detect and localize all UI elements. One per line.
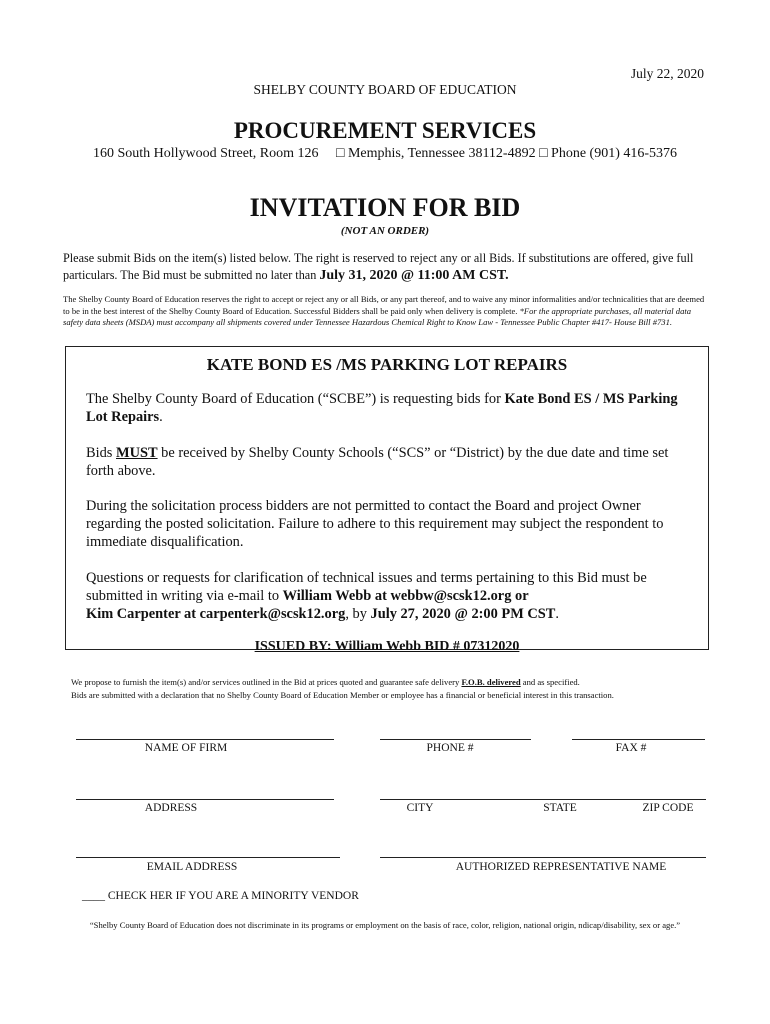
department-title: PROCUREMENT SERVICES bbox=[233, 118, 537, 143]
fax-label: FAX # bbox=[615, 742, 647, 754]
fine-print-text: The Shelby County Board of Education reserves the right to accept or reject any or all Bids, or any part thereof, and to waive any minor informalities and/or technicalities that are deemed to be in the best interest of the Shelby County Board of Education. Successful Bidders shall be paid only when delivery is complete. bbox=[63, 294, 705, 316]
proposal-end: and as specified. bbox=[520, 677, 580, 687]
firm-name-line[interactable] bbox=[76, 739, 334, 740]
representative-label: AUTHORIZED REPRESENTATIVE NAME bbox=[455, 861, 667, 873]
questions-by: , by bbox=[345, 606, 371, 622]
questions-end: . bbox=[555, 606, 559, 622]
questions-deadline: July 27, 2020 @ 2:00 PM CST bbox=[370, 606, 556, 622]
email-label: EMAIL ADDRESS bbox=[146, 861, 238, 873]
intro-text: Please submit Bids on the item(s) listed below. The right is reserved to reject any or all Bids. If substitutions are offered, give full particulars. The Bid must be submitted no later than bbox=[63, 251, 694, 282]
nondiscrimination-statement: “Shelby County Board of Education does not discriminate in its programs or employment on the basis of race, color, religion, national origin, ndicap/disability, sex or age.” bbox=[89, 920, 681, 930]
address-label: ADDRESS bbox=[144, 802, 198, 814]
minority-vendor-checkbox[interactable]: ____ CHECK HER IF YOU ARE A MINORITY VENDOR bbox=[82, 890, 359, 902]
page-subtitle: (NOT AN ORDER) bbox=[340, 225, 430, 237]
declaration-text: Bids are submitted with a declaration that no Shelby County Board of Education Member or employee has a financial or beneficial interest in this transaction. bbox=[71, 689, 614, 700]
questions-text: Questions or requests for clarification of technical issues and terms pertaining to this Bid must be submitted in writing via e-mail to bbox=[86, 570, 647, 604]
department-address: 160 South Hollywood Street, Room 126 □ Memphis, Tennessee 38112-4892 □ Phone (901) 416-5376 bbox=[92, 146, 678, 161]
phone-line[interactable] bbox=[380, 739, 531, 740]
must-emphasis: MUST bbox=[116, 445, 158, 461]
city-state-zip-line[interactable] bbox=[380, 799, 706, 800]
representative-line[interactable] bbox=[380, 857, 706, 858]
page-title: INVITATION FOR BID bbox=[249, 193, 521, 222]
board-name: SHELBY COUNTY BOARD OF EDUCATION bbox=[253, 82, 517, 97]
email-line[interactable] bbox=[76, 857, 340, 858]
bid-details-box bbox=[65, 346, 709, 654]
proposal-statement bbox=[71, 676, 691, 701]
state-label: STATE bbox=[543, 802, 577, 814]
city-label: CITY bbox=[406, 802, 434, 814]
address-line[interactable] bbox=[76, 799, 334, 800]
zip-label: ZIP CODE bbox=[642, 802, 694, 814]
receipt-text-b: be received by Shelby County Schools (“SCS” or “District) by the due date and time set forth above. bbox=[86, 445, 669, 479]
fine-print-italic: *For the appropriate purchases, all material data safety data sheets (MSDA) must accompany all shipments covered under Tennessee Hazardous Chemical Right to Know Law - Tennessee Public Chapter #417- House Bill #731. bbox=[63, 305, 692, 327]
request-text: The Shelby County Board of Education (“SCBE”) is requesting bids for bbox=[86, 391, 505, 407]
contact-restriction-paragraph: During the solicitation process bidders are not permitted to contact the Board and project Owner regarding the posted solicitation. Failure to adhere to this requirement may subject the respondent to immediate disqualification. bbox=[86, 498, 664, 550]
issued-by-text: ISSUED BY: William Webb BID # 07312020 bbox=[254, 639, 520, 654]
questions-paragraph bbox=[86, 569, 686, 623]
fax-line[interactable] bbox=[572, 739, 705, 740]
request-end: . bbox=[159, 409, 163, 425]
project-name: Kate Bond ES / MS Parking Lot Repairs bbox=[86, 391, 678, 425]
phone-label: PHONE # bbox=[426, 742, 474, 754]
document-date: July 22, 2020 bbox=[630, 66, 704, 81]
contact-carpenter: Kim Carpenter at carpenterk@scsk12.org bbox=[86, 606, 346, 622]
proposal-text: We propose to furnish the item(s) and/or services outlined in the Bid at prices quoted and guarantee safe delivery bbox=[71, 677, 462, 687]
bid-deadline: July 31, 2020 @ 11:00 AM CST. bbox=[319, 268, 509, 283]
receipt-text-a: Bids bbox=[86, 445, 116, 461]
project-title: KATE BOND ES /MS PARKING LOT REPAIRS bbox=[206, 355, 568, 374]
request-paragraph bbox=[86, 390, 686, 426]
intro-paragraph bbox=[63, 250, 713, 284]
receipt-paragraph bbox=[86, 444, 686, 480]
fine-print bbox=[63, 294, 713, 329]
firm-name-label: NAME OF FIRM bbox=[144, 742, 228, 754]
fob-delivered: F.O.B. delivered bbox=[461, 677, 521, 687]
contact-webb: William Webb at webbw@scsk12.org or bbox=[282, 588, 529, 604]
issued-by bbox=[66, 639, 708, 655]
